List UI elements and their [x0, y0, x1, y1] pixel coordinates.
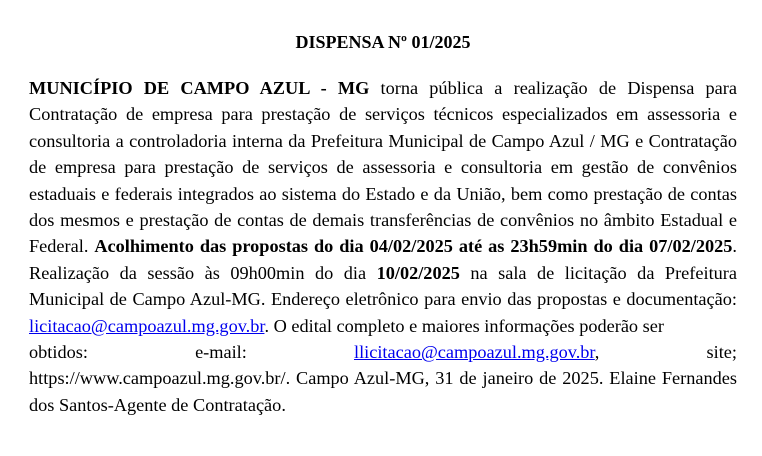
proposal-reception-period: Acolhimento das propostas do dia 04/02/2025 até as 23h59min do dia 07/02/2025 [94, 236, 733, 257]
session-location-text: na sala de licitação da Prefeitura Municipal de Campo Azul-MG. Endereço eletrônico para envio das propostas e documentação: [29, 262, 737, 310]
notice-title: DISPENSA Nº 01/2025 [295, 32, 471, 52]
session-text: . Realização da sessão às 09h00min do dia [29, 236, 737, 283]
edital-info-text: . O edital completo e maiores informações poderão ser [264, 315, 664, 336]
municipality-name: MUNICÍPIO DE CAMPO AZUL - MG [29, 78, 370, 98]
session-date: 10/02/2025 [376, 262, 460, 283]
notice-intro: torna pública a realização de Dispensa para Contratação de empresa para prestação de serviços técnicos especializados em assessoria e consultoria a controladoria interna da Prefeitura Municipal de Campo Azul / MG e Contratação de empresa para prestação de serviços de assessoria e consultoria em gestão de convênios estaduais e federais integrados ao sistema do Estado e da União, bem como prestação de contas dos mesmos e prestação de contas de demais transferências de convênios no âmbito Estadual e Federal. [29, 78, 737, 257]
secondary-email-link[interactable]: llicitacao@campoazul.mg.gov.br [353, 342, 595, 363]
obtain-label: obtidos: [29, 342, 88, 363]
notice-body [29, 75, 737, 339]
contact-line [29, 339, 737, 365]
site-label: site; [706, 342, 737, 363]
email-label: e-mail: [195, 342, 247, 363]
closing-text: https://www.campoazul.mg.gov.br/. Campo Azul-MG, 31 de janeiro de 2025. Elaine Fernandes dos Santos-Agente de Contratação. [29, 368, 737, 415]
notice-document [29, 31, 737, 418]
secondary-email-suffix: , [594, 342, 600, 363]
secondary-email-group [354, 339, 599, 365]
primary-email-link[interactable]: licitacao@campoazul.mg.gov.br [29, 315, 265, 336]
